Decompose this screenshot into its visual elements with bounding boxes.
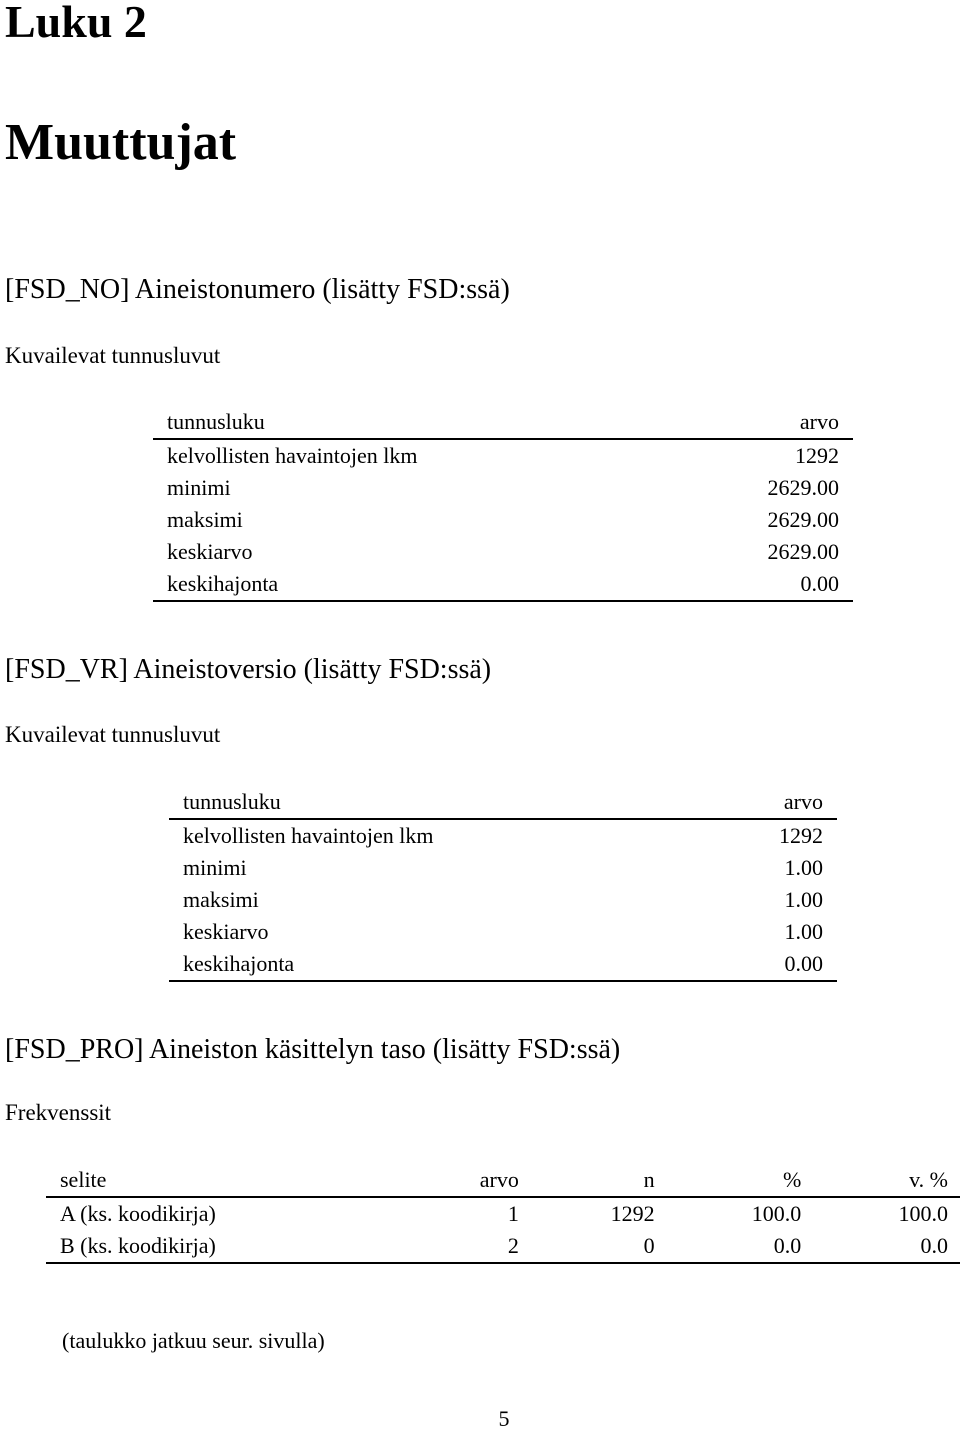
table-cell: 1.00 bbox=[784, 887, 823, 912]
table-row bbox=[169, 916, 837, 948]
section-subtitle-fsd-no: Kuvailevat tunnusluvut bbox=[5, 343, 221, 368]
table-cell: 1292 bbox=[610, 1201, 655, 1226]
stats-table-fsd-vr bbox=[169, 786, 837, 982]
table-cell: 2629.00 bbox=[767, 475, 839, 500]
column-header: arvo bbox=[799, 409, 839, 434]
table-row bbox=[169, 948, 837, 981]
table-cell: 0 bbox=[643, 1233, 655, 1258]
frequency-table-fsd-pro bbox=[46, 1164, 960, 1264]
section-title-fsd-vr: [FSD_VR] Aineistoversio (lisätty FSD:ssä) bbox=[5, 654, 492, 685]
table-cell: maksimi bbox=[183, 887, 259, 912]
table-cell: maksimi bbox=[167, 507, 243, 532]
table-cell: 0.00 bbox=[800, 571, 839, 596]
table-cell: 0.0 bbox=[773, 1233, 802, 1258]
table-header-row bbox=[46, 1164, 960, 1197]
section-title-fsd-pro: [FSD_PRO] Aineiston käsittelyn taso (lisätty FSD:ssä) bbox=[5, 1034, 621, 1065]
section-subtitle-fsd-vr: Kuvailevat tunnusluvut bbox=[5, 722, 221, 747]
column-header: arvo bbox=[479, 1167, 519, 1192]
table-cell: 1 bbox=[507, 1201, 519, 1226]
column-header: selite bbox=[60, 1167, 107, 1192]
table-cell: minimi bbox=[167, 475, 231, 500]
table-row bbox=[153, 504, 853, 536]
table-cell: kelvollisten havaintojen lkm bbox=[167, 443, 418, 468]
table-cell: 1.00 bbox=[784, 855, 823, 880]
column-header: tunnusluku bbox=[183, 789, 281, 814]
table-cell: minimi bbox=[183, 855, 247, 880]
table-cell: 2629.00 bbox=[767, 507, 839, 532]
stats-table-fsd-no bbox=[153, 406, 853, 602]
table-cell: 2 bbox=[507, 1233, 519, 1258]
column-header: % bbox=[782, 1167, 802, 1192]
table-header-row bbox=[169, 786, 837, 819]
column-header: n bbox=[643, 1167, 655, 1192]
table-cell: 100.0 bbox=[751, 1201, 802, 1226]
table-row bbox=[153, 439, 853, 472]
chapter-heading: Muuttujat bbox=[5, 114, 237, 171]
column-header: v. % bbox=[909, 1167, 948, 1192]
table-row bbox=[46, 1197, 960, 1230]
column-header: arvo bbox=[783, 789, 823, 814]
column-header: tunnusluku bbox=[167, 409, 265, 434]
continuation-note: (taulukko jatkuu seur. sivulla) bbox=[62, 1328, 325, 1353]
table-cell: keskihajonta bbox=[167, 571, 279, 596]
table-row bbox=[153, 568, 853, 601]
table-row bbox=[153, 536, 853, 568]
table-row bbox=[46, 1230, 960, 1263]
table-row bbox=[153, 472, 853, 504]
table-cell: A (ks. koodikirja) bbox=[60, 1201, 216, 1226]
table-cell: keskiarvo bbox=[183, 919, 269, 944]
table-cell: 0.0 bbox=[920, 1233, 948, 1258]
table-row bbox=[169, 819, 837, 852]
table-cell: 1292 bbox=[795, 443, 839, 468]
table-cell: keskiarvo bbox=[167, 539, 253, 564]
table-cell: 100.0 bbox=[898, 1201, 948, 1226]
table-cell: 1.00 bbox=[784, 919, 823, 944]
page-number: 5 bbox=[498, 1406, 510, 1431]
table-cell: kelvollisten havaintojen lkm bbox=[183, 823, 434, 848]
section-subtitle-fsd-pro: Frekvenssit bbox=[5, 1100, 112, 1125]
table-header-row bbox=[153, 406, 853, 439]
table-cell: 1292 bbox=[779, 823, 823, 848]
table-row bbox=[169, 852, 837, 884]
chapter-label: Luku 2 bbox=[5, 0, 147, 47]
table-cell: B (ks. koodikirja) bbox=[60, 1233, 216, 1258]
table-row bbox=[169, 884, 837, 916]
section-title-fsd-no: [FSD_NO] Aineistonumero (lisätty FSD:ssä) bbox=[5, 274, 510, 305]
table-cell: 0.00 bbox=[784, 951, 823, 976]
table-cell: keskihajonta bbox=[183, 951, 295, 976]
table-cell: 2629.00 bbox=[767, 539, 839, 564]
